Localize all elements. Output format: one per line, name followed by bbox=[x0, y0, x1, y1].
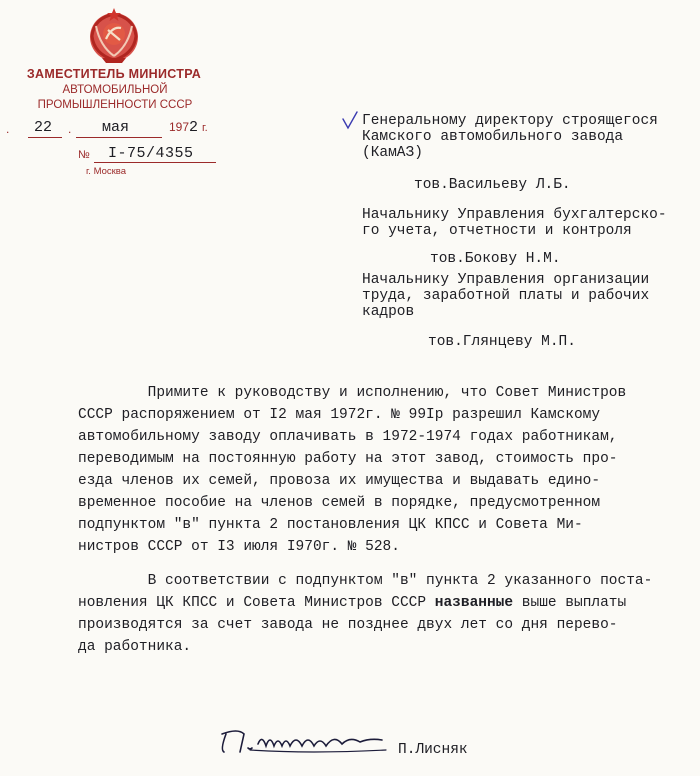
body-line: подпунктом "в" пункта 2 постановления ЦК КПСС и Совета Ми- bbox=[78, 517, 583, 533]
body-line: СССР распоряжением от I2 мая 1972г. № 99Iр разрешил Камскому bbox=[78, 407, 601, 423]
letterhead-city: г. Москва bbox=[86, 166, 127, 177]
addressee-line: Камского автомобильного завода bbox=[362, 129, 624, 145]
body-line: да работника. bbox=[78, 639, 192, 655]
addressee-line: Начальнику Управления бухгалтерско- bbox=[362, 207, 667, 223]
addressee-name: тов.Бокову Н.М. bbox=[430, 251, 561, 267]
body-line: автомобильному заводу оплачивать в 1972-1974 годах работникам, bbox=[78, 429, 618, 445]
date-row: . 22 . мая 1972 г. bbox=[6, 119, 208, 136]
document-number: I-75/4355 bbox=[108, 145, 194, 162]
date-year-unit: г. bbox=[202, 122, 208, 134]
body-line: В соответствии с подпунктом "в" пункта 2 указанного поста- bbox=[78, 573, 653, 589]
body-line: временное пособие на членов семей в порядке, предусмотренном bbox=[78, 495, 601, 511]
letterhead-subtitle-line: АВТОМОБИЛЬНОЙ bbox=[62, 84, 168, 96]
signer-name: П.Лисняк bbox=[398, 742, 468, 758]
letterhead-subtitle-line: ПРОМЫШЛЕННОСТИ СССР bbox=[37, 99, 193, 111]
state-emblem-icon bbox=[84, 6, 144, 66]
handwritten-signature bbox=[210, 720, 390, 760]
body-line: нистров СССР от I3 июля I970г. № 528. bbox=[78, 539, 400, 555]
body-line: переводимым на постоянную работу на этот завод, стоимость про- bbox=[78, 451, 618, 467]
addressee-line: (КамАЗ) bbox=[362, 145, 423, 161]
body-line: езда членов их семей, провоза их имущества и выдавать едино- bbox=[78, 473, 601, 489]
addressee-line: Генеральному директору строящегося bbox=[362, 113, 658, 129]
date-day: 22 bbox=[34, 119, 53, 136]
addressee-name: тов.Васильеву Л.Б. bbox=[414, 177, 571, 193]
addressee-name: тов.Глянцеву М.П. bbox=[428, 334, 576, 350]
letterhead-title: ЗАМЕСТИТЕЛЬ МИНИСТРА bbox=[26, 67, 202, 81]
document-number-row bbox=[78, 145, 218, 165]
date-year: 1972 bbox=[169, 119, 199, 136]
addressee-line: кадров bbox=[362, 304, 415, 320]
body-line: Примите к руководству и исполнению, что Совет Министров bbox=[78, 385, 627, 401]
check-mark-icon bbox=[342, 111, 358, 131]
body-line: производятся за счет завода не позднее двух лет со дня перево- bbox=[78, 617, 618, 633]
number-sign: № bbox=[78, 149, 90, 161]
addressee-line: Начальнику Управления организации bbox=[362, 272, 650, 288]
emphasized-word: названные bbox=[434, 595, 514, 611]
addressee-line: труда, заработной платы и рабочих bbox=[362, 288, 650, 304]
date-month: мая bbox=[102, 119, 130, 136]
addressee-line: го учета, отчетности и контроля bbox=[362, 223, 632, 239]
body-line: новления ЦК КПСС и Совета Министров СССР названные выше выплаты bbox=[78, 595, 627, 611]
